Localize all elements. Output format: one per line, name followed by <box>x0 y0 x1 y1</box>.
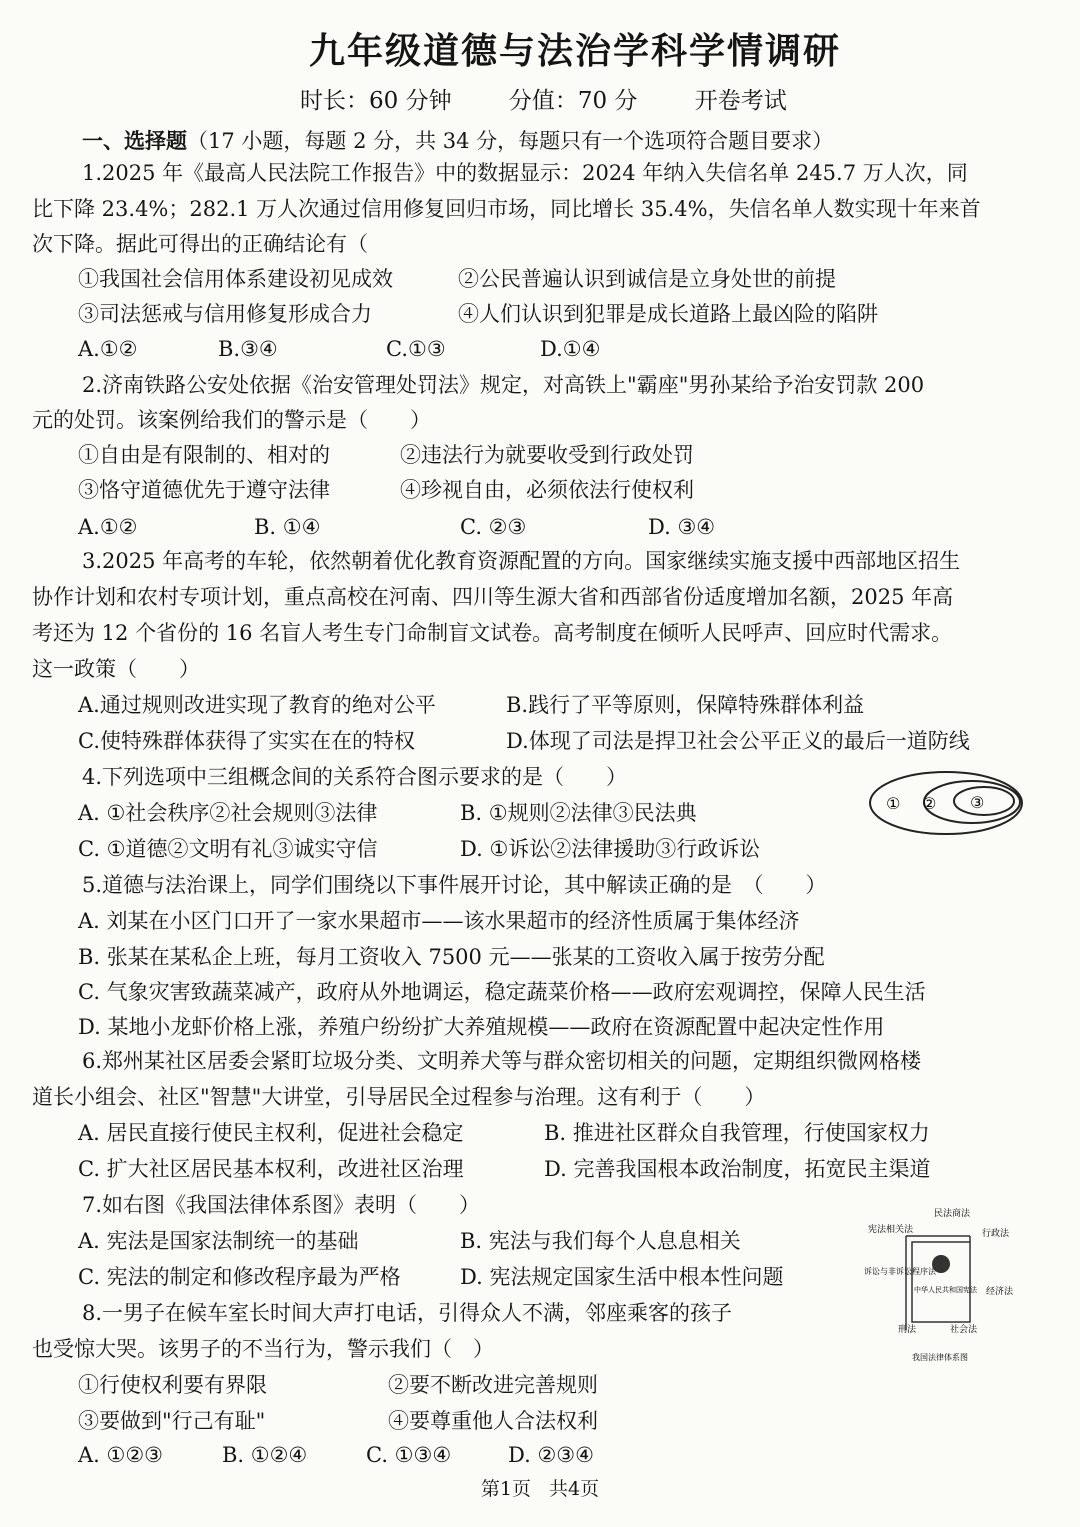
fig-label-administrative: 行政法 <box>982 1229 1010 1239</box>
q8-statement-2: ②要不断改进完善规则 <box>388 1373 598 1397</box>
q4-option-c[interactable]: C. ①道德②文明有礼③诚实守信 <box>78 837 378 861</box>
fig-label-civil: 民法商法 <box>934 1209 971 1219</box>
q3-option-b[interactable]: B.践行了平等原则，保障特殊群体利益 <box>506 693 865 717</box>
fig-label-procedure: 诉讼与非诉讼程序法 <box>864 1267 936 1276</box>
q7-option-a[interactable]: A. 宪法是国家法制统一的基础 <box>78 1229 359 1253</box>
q3-stem-3: 考还为 12 个省份的 16 名盲人考生专门命制盲文试卷。高考制度在倾听人民呼声、回应时代需求。 <box>32 621 953 645</box>
page-number: 第1页 <box>480 1478 531 1500</box>
q3-stem-2: 协作计划和农村专项计划，重点高校在河南、四川等生源大省和西部省份适度增加名额，2025 年高 <box>32 585 954 609</box>
fig-label-constitution: 中华人民共和国宪法 <box>914 1286 977 1294</box>
q8-option-a[interactable]: A. ①②③ <box>78 1443 163 1467</box>
q2-option-a[interactable]: A.①② <box>78 515 138 539</box>
q6-option-c[interactable]: C. 扩大社区居民基本权利，改进社区治理 <box>78 1157 464 1181</box>
q1-statement-1: ①我国社会信用体系建设初见成效 <box>78 267 393 291</box>
q6-stem-2: 道长小组会、社区"智慧"大讲堂，引导居民全过程参与治理。这有利于（ ） <box>32 1085 766 1109</box>
fig-label-economic: 经济法 <box>986 1287 1014 1297</box>
q1-stem-2: 比下降 23.4%；282.1 万人次通过信用修复回归市场，同比增长 35.4%，失信名单人数实现十年来首 <box>32 197 981 221</box>
q4-nested-ellipse-figure <box>866 768 1026 838</box>
q2-stem-2: 元的处罚。该案例给我们的警示是（ ） <box>32 408 431 432</box>
q1-option-c[interactable]: C.①③ <box>386 337 446 361</box>
q8-option-b[interactable]: B. ①②④ <box>222 1443 308 1467</box>
q7-stem-1: 7.如右图《我国法律体系图》表明（ ） <box>82 1193 481 1217</box>
exam-duration: 时长：60 分钟 <box>300 88 452 114</box>
q2-statement-4: ④珍视自由，必须依法行使权利 <box>400 478 694 502</box>
q2-option-c[interactable]: C. ②③ <box>460 515 527 539</box>
q3-option-c[interactable]: C.使特殊群体获得了实实在在的特权 <box>78 729 415 753</box>
q2-statement-1: ①自由是有限制的、相对的 <box>78 443 330 467</box>
q3-stem-1: 3.2025 年高考的车轮，依然朝着优化教育资源配置的方向。国家继续实施支援中西部地区招生 <box>82 549 961 573</box>
q5-option-d[interactable]: D. 某地小龙虾价格上涨，养殖户纷纷扩大养殖规模——政府在资源配置中起决定性作用 <box>78 1015 885 1039</box>
fig-label-criminal: 刑法 <box>898 1325 917 1335</box>
fig-caption: 我国法律体系图 <box>912 1353 968 1362</box>
q7-option-b[interactable]: B. 宪法与我们每个人息息相关 <box>460 1229 741 1253</box>
fig-book-frame <box>912 1242 970 1322</box>
q7-option-c[interactable]: C. 宪法的制定和修改程序最为严格 <box>78 1265 401 1289</box>
section-heading <box>82 126 833 156</box>
page-footer <box>0 1474 1080 1504</box>
q2-option-d[interactable]: D. ③④ <box>648 515 716 539</box>
q1-stem-3: 次下降。据此可得出的正确结论有（ <box>32 232 368 256</box>
q3-stem-4: 这一政策（ ） <box>32 657 200 681</box>
page-title: 九年级道德与法治学科学情调研 <box>308 30 841 72</box>
ellipse-label-3: ③ <box>970 793 985 812</box>
section-note: （17 小题，每题 2 分，共 34 分，每题只有一个选项符合题目要求） <box>187 129 834 153</box>
q1-statement-2: ②公民普遍认识到诚信是立身处世的前提 <box>458 267 836 291</box>
q4-stem-1: 4.下列选项中三组概念间的关系符合图示要求的是（ ） <box>82 765 628 789</box>
q8-statement-1: ①行使权利要有界限 <box>78 1373 267 1397</box>
q5-option-b[interactable]: B. 张某在某私企上班，每月工资收入 7500 元——张某的工资收入属于按劳分配 <box>78 945 825 969</box>
q1-option-d[interactable]: D.①④ <box>540 337 601 361</box>
exam-mode: 开卷考试 <box>694 88 787 114</box>
q2-statement-2: ②违法行为就要收受到行政处罚 <box>400 443 694 467</box>
q7-option-d[interactable]: D. 宪法规定国家生活中根本性问题 <box>460 1265 784 1289</box>
q2-stem-1: 2.济南铁路公安处依据《治安管理处罚法》规定，对高铁上"霸座"男孙某给予治安罚款 200 <box>82 373 925 397</box>
q6-option-a[interactable]: A. 居民直接行使民主权利，促进社会稳定 <box>78 1121 464 1145</box>
q8-statement-4: ④要尊重他人合法权利 <box>388 1409 598 1433</box>
q1-option-b[interactable]: B.③④ <box>218 337 278 361</box>
q1-statement-4: ④人们认识到犯罪是成长道路上最凶险的陷阱 <box>458 302 878 326</box>
q5-option-c[interactable]: C. 气象灾害致蔬菜减产，政府从外地调运，稳定蔬菜价格——政府宏观调控，保障人民生活 <box>78 980 926 1004</box>
q4-option-d[interactable]: D. ①诉讼②法律援助③行政诉讼 <box>460 837 761 861</box>
q5-option-a[interactable]: A. 刘某在小区门口开了一家水果超市——该水果超市的经济性质属于集体经济 <box>78 909 800 933</box>
ellipse-label-2: ② <box>922 794 937 813</box>
fig-label-social: 社会法 <box>950 1325 978 1335</box>
q3-option-a[interactable]: A.通过规则改进实现了教育的绝对公平 <box>78 693 436 717</box>
q8-stem-2: 也受惊大哭。该男子的不当行为，警示我们（ ） <box>32 1337 494 1361</box>
section-title: 一、选择题 <box>82 128 187 153</box>
q2-option-b[interactable]: B. ①④ <box>254 515 321 539</box>
exam-meta <box>300 86 837 116</box>
q6-option-b[interactable]: B. 推进社区群众自我管理，行使国家权力 <box>544 1121 930 1145</box>
q4-option-a[interactable]: A. ①社会秩序②社会规则③法律 <box>78 801 378 825</box>
q4-option-b[interactable]: B. ①规则②法律③民法典 <box>460 801 697 825</box>
q8-statement-3: ③要做到"行己有耻" <box>78 1409 266 1433</box>
q3-option-d[interactable]: D.体现了司法是捍卫社会公平正义的最后一道防线 <box>506 729 970 753</box>
q1-option-a[interactable]: A.①② <box>78 337 138 361</box>
exam-score: 分值：70 分 <box>508 88 638 114</box>
q7-law-system-figure <box>846 1202 1046 1372</box>
q8-option-c[interactable]: C. ①③④ <box>366 1443 452 1467</box>
q1-statement-3: ③司法惩戒与信用修复形成合力 <box>78 302 372 326</box>
q1-stem-1: 1.2025 年《最高人民法院工作报告》中的数据显示：2024 年纳入失信名单 245.7 万人次，同 <box>82 161 968 185</box>
q6-option-d[interactable]: D. 完善我国根本政治制度，拓宽民主渠道 <box>544 1157 931 1181</box>
fig-label-constitution-related: 宪法相关法 <box>868 1225 914 1235</box>
ellipse-label-1: ① <box>886 794 901 813</box>
q2-statement-3: ③恪守道德优先于遵守法律 <box>78 478 330 502</box>
q8-stem-1: 8.一男子在候车室长时间大声打电话，引得众人不满，邻座乘客的孩子 <box>82 1301 733 1325</box>
page-total: 共4页 <box>549 1478 600 1500</box>
q5-stem-1: 5.道德与法治课上，同学们围绕以下事件展开讨论，其中解读正确的是 （ ） <box>82 873 827 897</box>
q6-stem-1: 6.郑州某社区居委会紧盯垃圾分类、文明养犬等与群众密切相关的问题，定期组织微网格楼 <box>82 1049 922 1073</box>
q8-option-d[interactable]: D. ②③④ <box>508 1443 594 1467</box>
